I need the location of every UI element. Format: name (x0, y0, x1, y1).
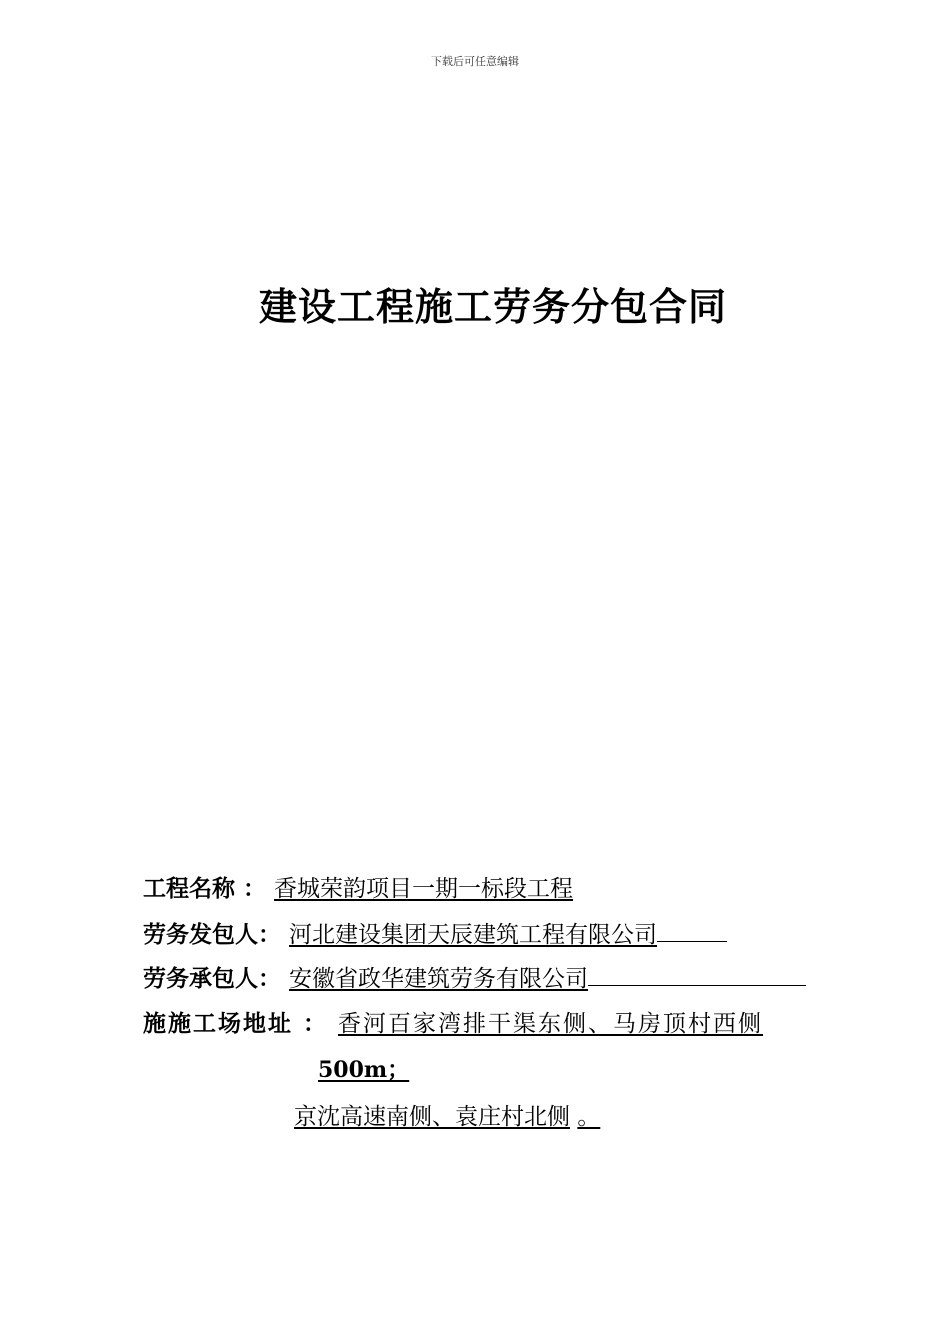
employer-value: 河北建设集团天辰建筑工程有限公司 (289, 922, 658, 948)
address-value-line2: 500m； (318, 1057, 410, 1083)
page-header-note: 下载后可任意编辑 (431, 55, 519, 68)
address-label: 施施工场地址 ： (143, 1010, 329, 1037)
contractor-value: 安徽省政华建筑劳务有限公司 (289, 966, 589, 992)
project-name-label: 工程名称 ： (143, 875, 267, 902)
project-name-value: 香城荣韵项目一期一标段工程 (274, 876, 574, 902)
address-line3-row (294, 1098, 600, 1131)
address-end-mark: 。 (577, 1104, 601, 1130)
employer-label: 劳务发包人： (143, 921, 281, 948)
address-row (143, 1009, 763, 1039)
contractor-row (143, 963, 806, 994)
project-name-row (143, 874, 573, 904)
document-title: 建设工程施工劳务分包合同 (258, 284, 727, 329)
employer-row (143, 919, 727, 950)
employer-blank-line (657, 919, 727, 942)
address-value-line3: 京沈高速南侧、袁庄村北侧 (294, 1104, 570, 1130)
address-value-line1: 香河百家湾排干渠东侧、马房顶村西侧 (338, 1011, 764, 1037)
contractor-blank-line (588, 963, 806, 986)
contractor-label: 劳务承包人： (143, 965, 281, 992)
